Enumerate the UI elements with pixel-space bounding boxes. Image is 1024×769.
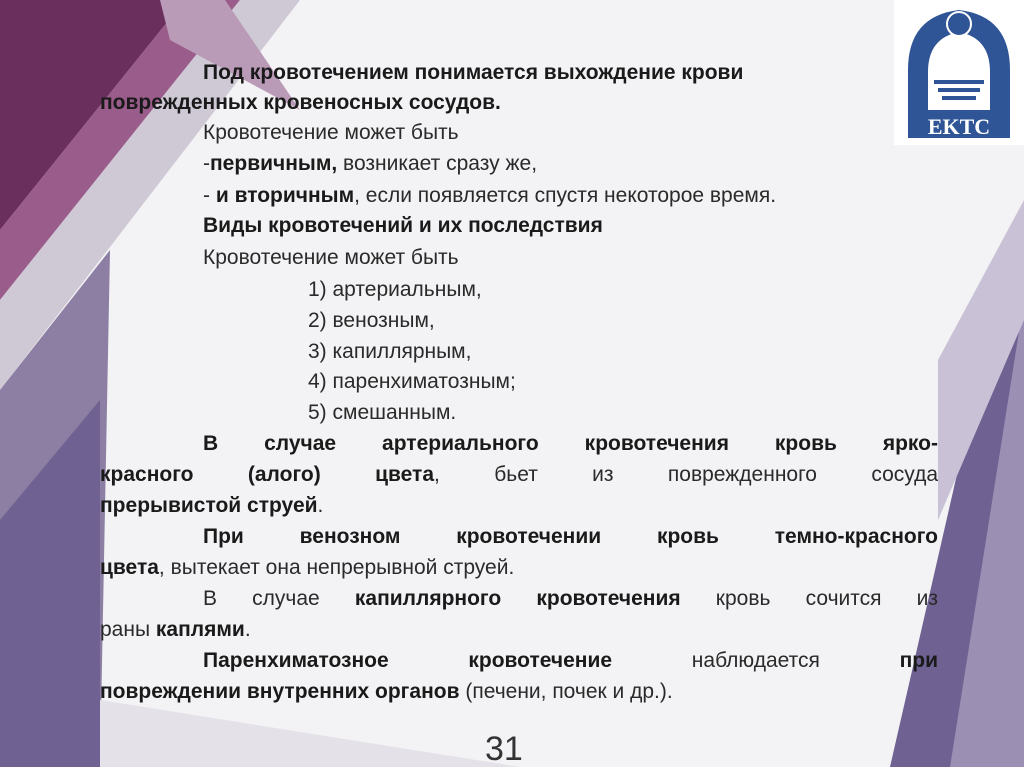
list-item-5: 5) смешанным. [308, 401, 457, 424]
text-line-16: При венозном кровотечении кровь темно-красного [203, 525, 938, 548]
text-line-15: прерывистой струей. [100, 494, 324, 517]
text-line-13: В случае артериального кровотечения кровь ярко- [203, 432, 938, 455]
text-line-4: -первичным, возникает сразу же, [203, 152, 538, 175]
text-line-20: Паренхиматозное кровотечение наблюдается при [203, 649, 938, 672]
list-item-2: 2) венозным, [308, 309, 435, 332]
page-number: 31 [485, 730, 523, 768]
text-line-14: красного (алого) цвета, бьет из поврежденного сосуда [100, 463, 938, 486]
ektc-logo [894, 0, 1024, 145]
text-line-7: Кровотечение может быть [203, 246, 459, 269]
text-line-2: поврежденных кровеносных сосудов. [100, 91, 501, 114]
text-line-1: Под кровотечением понимается выхождение крови [203, 61, 744, 84]
text-line-21: повреждении внутренних органов (печени, почек и др.). [100, 680, 673, 703]
text-line-19: раны каплями. [100, 618, 251, 641]
text-line-6: Виды кровотечений и их последствия [203, 214, 603, 237]
text-line-18: В случае капиллярного кровотечения кровь сочится из [203, 587, 938, 610]
list-item-4: 4) паренхиматозным; [308, 370, 516, 393]
logo-text: EKTC [927, 114, 991, 139]
text-line-3: Кровотечение может быть [203, 121, 459, 144]
text-line-5: - и вторичным, если появляется спустя некоторое время. [203, 184, 777, 207]
text-line-17: цвета, вытекает она непрерывной струей. [100, 556, 515, 579]
list-item-3: 3) капиллярным, [308, 340, 472, 363]
list-item-1: 1) артериальным, [308, 278, 482, 301]
